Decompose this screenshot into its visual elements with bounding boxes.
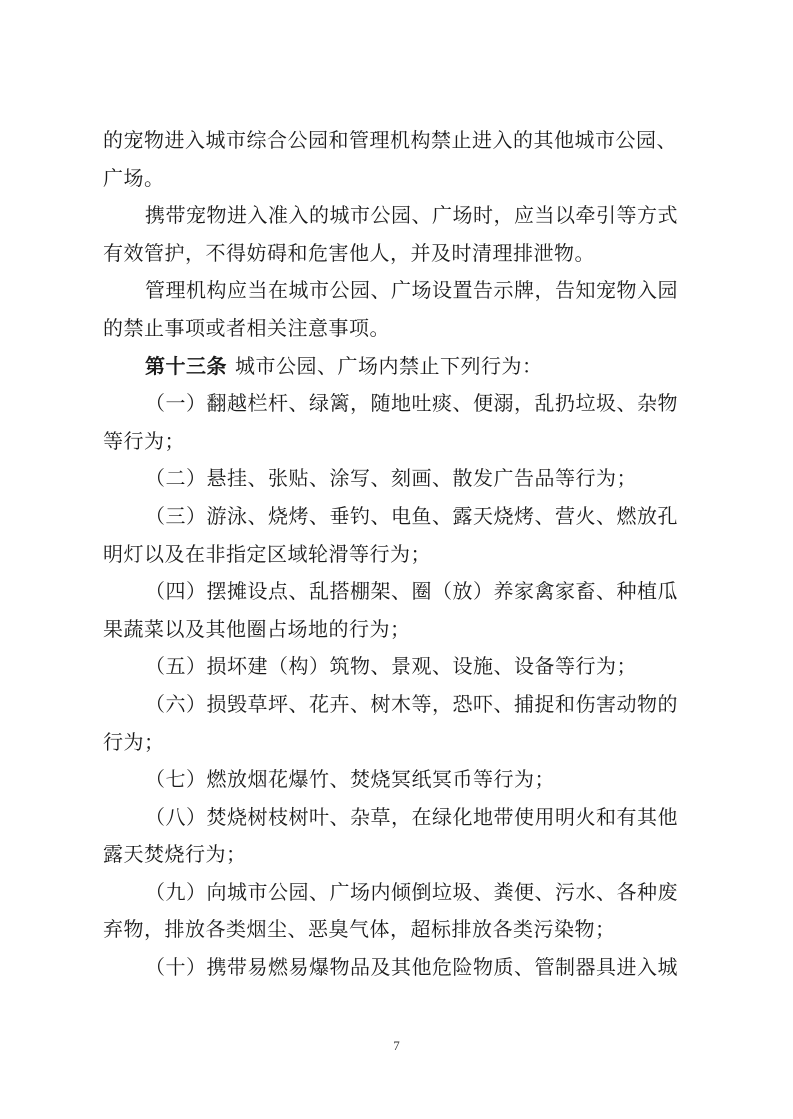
text-line: 明灯以及在非指定区域轮滑等行为； [103,541,431,566]
list-item-line: （五）损坏建（构）筑物、景观、设施、设备等行为； [145,654,637,679]
list-item-line: （六）损毁草坪、花卉、树木等，恐吓、捕捉和伤害动物的 [145,691,678,716]
text-line: 弃物，排放各类烟尘、恶臭气体，超标排放各类污染物； [103,917,616,942]
list-item-line: （一）翻越栏杆、绿篱，随地吐痰、便溺，乱扔垃圾、杂物 [145,391,678,416]
list-item-line: （四）摆摊设点、乱搭棚架、圈（放）养家禽家畜、种植瓜 [145,579,678,604]
list-item-line: （九）向城市公园、广场内倾倒垃圾、粪便、污水、各种废 [145,879,678,904]
list-item-line: （七）燃放烟花爆竹、焚烧冥纸冥币等行为； [145,767,555,792]
text-line: 广场。 [103,165,165,190]
text-line: 有效管护，不得妨碍和危害他人，并及时清理排泄物。 [103,240,595,265]
list-item-line: （八）焚烧树枝树叶、杂草，在绿化地带使用明火和有其他 [145,804,678,829]
article-number: 第十三条 [145,353,227,378]
text-line: 露天焚烧行为； [103,842,247,867]
article-heading-line [103,348,703,386]
text-line: 携带宠物进入准入的城市公园、广场时，应当以牵引等方式 [145,203,678,228]
list-item-line: （三）游泳、烧烤、垂钓、电鱼、露天烧烤、营火、燃放孔 [145,503,678,528]
list-item-line: （二）悬挂、张贴、涂写、刻画、散发广告品等行为； [145,466,637,491]
text-line: 管理机构应当在城市公园、广场设置告示牌，告知宠物入园 [145,278,678,303]
list-item-line: （十）携带易燃易爆物品及其他危险物质、管制器具进入城 [145,955,678,980]
text-line: 的禁止事项或者相关注意事项。 [103,315,390,340]
document-body [103,122,703,987]
page-number: 7 [393,1038,400,1053]
text-line: 的宠物进入城市综合公园和管理机构禁止进入的其他城市公园、 [103,128,677,152]
text-line: 等行为； [103,428,185,453]
article-heading-text: 城市公园、广场内禁止下列行为： [235,353,543,378]
text-line: 果蔬菜以及其他圈占场地的行为； [103,616,411,641]
text-line: 行为； [103,729,165,754]
